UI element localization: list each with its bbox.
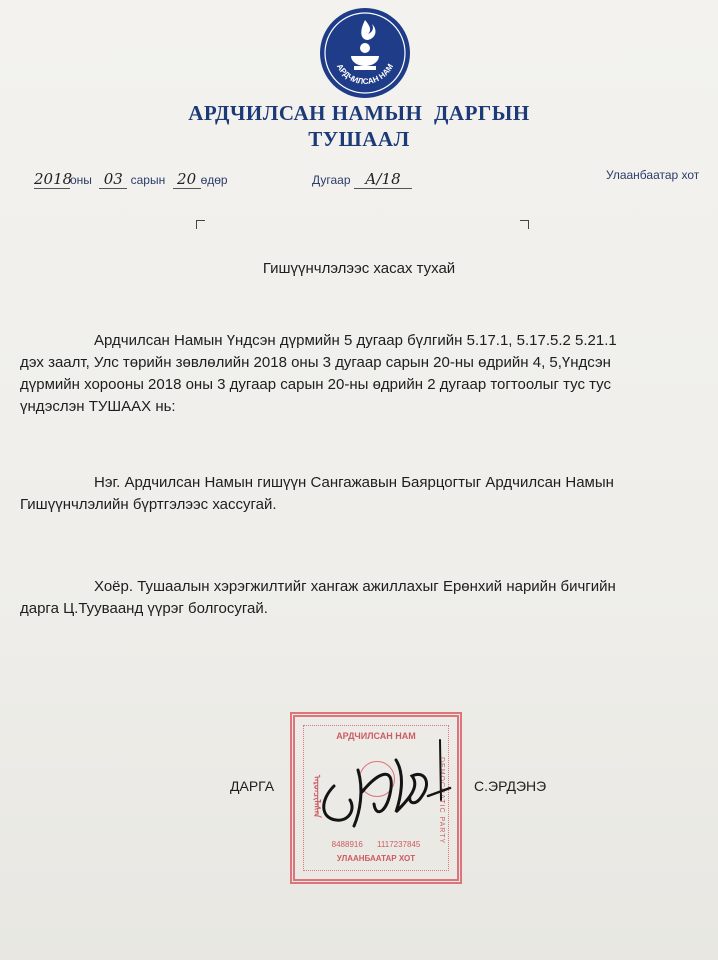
preamble-paragraph	[20, 330, 718, 418]
party-title-line2: ТУШААЛ	[308, 127, 410, 151]
preamble-line: дүрмийн хорооны 2018 оны 3 дугаар сарын 20-ны өдрийн 2 дугаар тогтоолыг тус тус	[20, 376, 611, 393]
date-field	[34, 170, 228, 189]
document-header	[0, 100, 718, 152]
meta-row	[0, 166, 718, 194]
party-title-line1: АРДЧИЛСАН НАМЫН ДАРГЫН	[188, 101, 530, 125]
preamble-line: дэх заалт, Улс төрийн зөвлөлийн 2018 оны 3 дугаар сарын 20-ны өдрийн 4, 5,Үндсэн	[20, 354, 611, 371]
month-suffix: сарын	[130, 173, 166, 187]
document-title: Гишүүнчлэлээс хасах тухай	[262, 260, 456, 277]
item-two-line: дарга Ц.Тууваанд үүрэг болгосугай.	[20, 600, 268, 617]
item-one-line: Нэг. Ардчилсан Намын гишүүн Сангажавын Баярцогтыг Ардчилсан Намын	[94, 474, 614, 491]
party-emblem-icon	[318, 6, 412, 100]
stamp-latin-name: DEMOCRATIC PARTY	[438, 757, 445, 845]
year-suffix: оны	[70, 173, 92, 187]
item-two-paragraph	[20, 576, 718, 620]
preamble-line: Ардчилсан Намын Үндсэн дүрмийн 5 дугаар бүлгийн 5.17.1, 5.17.5.2 5.21.1	[94, 332, 617, 349]
stamp-registration	[295, 840, 457, 849]
stamp-reg-left: 8488916	[331, 840, 363, 849]
month-handwritten: 03	[99, 170, 127, 189]
day-suffix: өдөр	[200, 173, 228, 187]
number-label: Дугаар	[312, 173, 351, 187]
stamp-city: УЛААНБААТАР ХОТ	[336, 854, 416, 863]
signature-name: С.ЭРДЭНЭ	[474, 778, 547, 794]
corner-mark-left	[196, 220, 205, 229]
year-handwritten: 2018	[34, 170, 73, 188]
signature-position: ДАРГА	[230, 778, 275, 794]
handwritten-signature	[300, 700, 480, 840]
item-two-line: Хоёр. Тушаалын хэрэгжилтийг хангаж ажиллахыг Ерөнхий нарийн бичгийн	[94, 578, 616, 595]
item-one-paragraph	[20, 472, 718, 516]
corner-mark-right	[520, 220, 529, 229]
day-handwritten: 20	[173, 170, 201, 189]
stamp-mongol-script: ᠠᠷᠳᠴᠢᠯᠠᠰᠠᠨ	[312, 775, 322, 818]
city-label: Улаанбаатар хот	[606, 168, 700, 182]
order-number-field	[312, 170, 412, 189]
preamble-line: үндэслэн ТУШААХ нь:	[20, 398, 176, 415]
item-one-line: Гишүүнчлэлийн бүртгэлээс хассугай.	[20, 496, 277, 513]
stamp-reg-right: 1117237845	[377, 840, 421, 849]
order-number-handwritten: А/18	[354, 170, 412, 189]
stamp-party-name: АРДЧИЛСАН НАМ	[336, 731, 416, 741]
logo-ring-text: АРДЧИЛСАН НАМ	[334, 62, 396, 87]
